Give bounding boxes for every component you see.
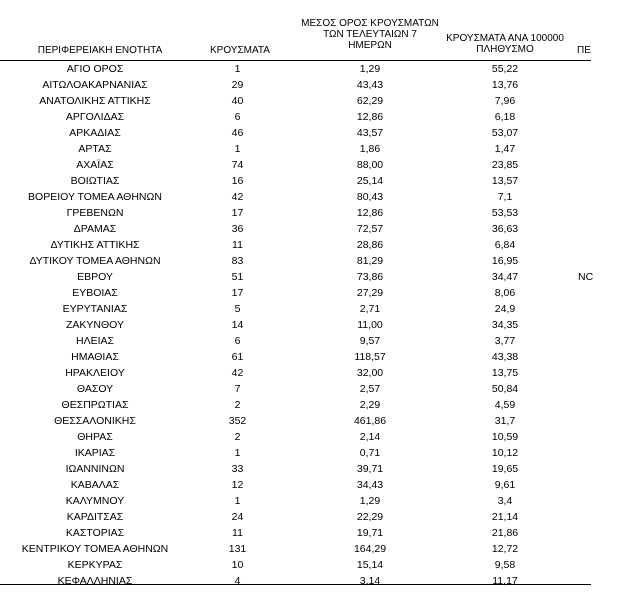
cell-cases: 61 <box>231 351 244 363</box>
cell-avg-7-days: 2,71 <box>359 303 381 315</box>
cell-cases: 16 <box>231 175 244 187</box>
cell-avg-7-days: 1,86 <box>359 143 381 155</box>
cell-cut-off: NC <box>578 271 594 283</box>
cell-cases: 131 <box>228 543 247 555</box>
cell-cases: 2 <box>234 399 241 411</box>
cell-avg-7-days: 19,71 <box>356 527 384 539</box>
cell-per-100k: 34,35 <box>491 319 519 331</box>
table-row <box>0 493 591 509</box>
cell-cases: 29 <box>231 79 244 91</box>
cell-per-100k: 50,84 <box>491 383 519 395</box>
table-row <box>0 461 591 477</box>
table-row <box>0 77 591 93</box>
cell-per-100k: 3,4 <box>497 495 513 507</box>
cell-per-100k: 1,47 <box>494 143 516 155</box>
cell-avg-7-days: 118,57 <box>354 351 386 363</box>
cell-avg-7-days: 32,00 <box>356 367 384 379</box>
cell-avg-7-days: 27,29 <box>356 287 384 299</box>
cell-cases: 40 <box>231 95 244 107</box>
cell-avg-7-days: 73,86 <box>356 271 384 283</box>
table-row <box>0 477 591 493</box>
cell-per-100k: 11,17 <box>492 575 518 587</box>
cell-region: ΗΡΑΚΛΕΙΟΥ <box>65 367 125 379</box>
cell-cases: 11 <box>232 527 243 539</box>
table-row <box>0 141 591 157</box>
cell-cases: 1 <box>234 63 241 75</box>
cell-cases: 1 <box>234 447 241 459</box>
table-row <box>0 205 591 221</box>
table-row <box>0 109 591 125</box>
table-row <box>0 365 591 381</box>
cell-avg-7-days: 1,29 <box>359 63 381 75</box>
table-row <box>0 237 591 253</box>
cell-per-100k: 24,9 <box>494 303 516 315</box>
cell-cases: 36 <box>231 223 244 235</box>
table-row <box>0 573 591 589</box>
cell-region: ΑΡΓΟΛΙΔΑΣ <box>65 111 125 123</box>
cell-per-100k: 53,07 <box>491 127 519 139</box>
cell-cases: 33 <box>231 463 244 475</box>
header-cases: ΚΡΟΥΣΜΑΤΑ <box>210 45 270 56</box>
cell-per-100k: 9,61 <box>494 479 516 491</box>
bottom-divider <box>0 584 591 585</box>
cell-avg-7-days: 80,43 <box>356 191 384 203</box>
table-row <box>0 397 591 413</box>
cell-per-100k: 19,65 <box>491 463 519 475</box>
cell-region: ΚΕΡΚΥΡΑΣ <box>67 559 123 571</box>
cell-cases: 11 <box>232 239 243 251</box>
cell-cases: 352 <box>228 415 247 427</box>
cell-cases: 42 <box>231 191 244 203</box>
cell-avg-7-days: 15,14 <box>356 559 384 571</box>
cell-avg-7-days: 28,86 <box>356 239 384 251</box>
table-body <box>0 61 594 589</box>
table-row <box>0 333 591 349</box>
cell-region: ΕΥΒΟΙΑΣ <box>72 287 118 299</box>
cell-per-100k: 55,22 <box>491 63 519 75</box>
cell-avg-7-days: 22,29 <box>356 511 384 523</box>
cell-cases: 2 <box>234 431 241 443</box>
cell-avg-7-days: 88,00 <box>356 159 384 171</box>
cell-cases: 24 <box>231 511 244 523</box>
table-row <box>0 61 591 77</box>
cell-region: ΘΕΣΠΡΩΤΙΑΣ <box>61 399 129 411</box>
table-row <box>0 509 591 525</box>
cell-per-100k: 3,77 <box>494 335 516 347</box>
table-row <box>0 445 591 461</box>
table-row <box>0 269 594 285</box>
cell-avg-7-days: 1,29 <box>359 495 381 507</box>
cell-cases: 51 <box>231 271 244 283</box>
cell-avg-7-days: 25,14 <box>356 175 384 187</box>
cell-region: ΚΑΣΤΟΡΙΑΣ <box>65 527 125 539</box>
cell-avg-7-days: 461,86 <box>353 415 387 427</box>
table-row <box>0 413 591 429</box>
header-cut-off: ΠΕ <box>577 45 591 56</box>
cell-region: ΙΚΑΡΙΑΣ <box>74 447 116 459</box>
cell-cases: 6 <box>234 111 241 123</box>
cell-avg-7-days: 9,57 <box>359 335 381 347</box>
cell-region: ΚΕΦΑΛΛΗΝΙΑΣ <box>57 575 133 587</box>
cell-avg-7-days: 2,29 <box>359 399 381 411</box>
cell-per-100k: 7,1 <box>497 191 513 203</box>
cell-per-100k: 7,96 <box>494 95 516 107</box>
cell-avg-7-days: 0,71 <box>359 447 381 459</box>
table-row <box>0 429 591 445</box>
cell-region: ΑΡΚΑΔΙΑΣ <box>69 127 121 139</box>
cell-cases: 10 <box>231 559 244 571</box>
cell-per-100k: 12,72 <box>491 543 519 555</box>
cell-region: ΒΟΡΕΙΟΥ ΤΟΜΕΑ ΑΘΗΝΩΝ <box>28 191 162 203</box>
table-row <box>0 541 591 557</box>
cell-region: ΑΝΑΤΟΛΙΚΗΣ ΑΤΤΙΚΗΣ <box>39 95 151 107</box>
cell-per-100k: 23,85 <box>491 159 519 171</box>
cell-per-100k: 6,84 <box>494 239 516 251</box>
table-row <box>0 349 591 365</box>
cell-per-100k: 31,7 <box>494 415 516 427</box>
cell-region: ΗΛΕΙΑΣ <box>75 335 114 347</box>
cell-avg-7-days: 72,57 <box>356 223 384 235</box>
cell-region: ΑΧΑΪΑΣ <box>76 159 114 171</box>
cell-avg-7-days: 34,43 <box>356 479 384 491</box>
cell-per-100k: 9,58 <box>494 559 516 571</box>
table-row <box>0 157 591 173</box>
cell-per-100k: 4,59 <box>494 399 516 411</box>
cell-region: ΚΑΛΥΜΝΟΥ <box>65 495 125 507</box>
cell-region: ΘΗΡΑΣ <box>77 431 113 443</box>
cell-region: ΚΕΝΤΡΙΚΟΥ ΤΟΜΕΑ ΑΘΗΝΩΝ <box>21 543 169 555</box>
cell-cases: 6 <box>234 335 241 347</box>
table-row <box>0 301 591 317</box>
header-avg-line-3: ΗΜΕΡΩΝ <box>348 40 392 51</box>
table-row <box>0 125 591 141</box>
cell-cases: 7 <box>234 383 241 395</box>
cell-region: ΕΒΡΟΥ <box>77 271 113 283</box>
cell-cases: 46 <box>231 127 244 139</box>
table-row <box>0 285 591 301</box>
cell-cases: 4 <box>234 575 241 587</box>
cell-region: ΑΙΤΩΛΟΑΚΑΡΝΑΝΙΑΣ <box>42 79 148 91</box>
cell-region: ΖΑΚΥΝΘΟΥ <box>65 319 124 331</box>
cell-cases: 74 <box>231 159 244 171</box>
cell-cases: 5 <box>234 303 241 315</box>
header-region: ΠΕΡΙΦΕΡΕΙΑΚΗ ΕΝΟΤΗΤΑ <box>37 45 163 56</box>
cell-per-100k: 6,18 <box>494 111 516 123</box>
cell-per-100k: 10,59 <box>491 431 519 443</box>
header-per-line-1: ΚΡΟΥΣΜΑΤΑ ΑΝΑ 100000 <box>446 33 564 44</box>
cell-per-100k: 53,53 <box>491 207 519 219</box>
table-row <box>0 525 591 541</box>
cell-cases: 17 <box>231 287 244 299</box>
cell-per-100k: 10,12 <box>491 447 519 459</box>
table-row <box>0 317 591 333</box>
cell-per-100k: 13,76 <box>491 79 519 91</box>
cell-per-100k: 34,47 <box>491 271 519 283</box>
cell-avg-7-days: 81,29 <box>356 255 384 267</box>
cell-avg-7-days: 12,86 <box>356 207 384 219</box>
cell-region: ΔΥΤΙΚΟΥ ΤΟΜΕΑ ΑΘΗΝΩΝ <box>29 255 161 267</box>
cell-cases: 1 <box>234 143 241 155</box>
table-row <box>0 189 591 205</box>
cell-region: ΕΥΡΥΤΑΝΙΑΣ <box>62 303 128 315</box>
cell-per-100k: 8,06 <box>494 287 516 299</box>
table-row <box>0 93 591 109</box>
cell-per-100k: 36,63 <box>491 223 519 235</box>
cell-per-100k: 43,38 <box>491 351 519 363</box>
cell-region: ΔΥΤΙΚΗΣ ΑΤΤΙΚΗΣ <box>50 239 140 251</box>
table-row <box>0 381 591 397</box>
cell-region: ΒΟΙΩΤΙΑΣ <box>70 175 120 187</box>
table-row <box>0 173 591 189</box>
cell-avg-7-days: 164,29 <box>353 543 387 555</box>
cell-region: ΔΡΑΜΑΣ <box>73 223 117 235</box>
cell-per-100k: 21,86 <box>491 527 519 539</box>
cell-per-100k: 13,75 <box>491 367 519 379</box>
header-avg-line-2: ΤΩΝ ΤΕΛΕΥΤΑΙΩΝ 7 <box>323 29 417 40</box>
cell-avg-7-days: 3,14 <box>359 575 381 587</box>
cell-per-100k: 21,14 <box>491 511 519 523</box>
cell-region: ΑΡΤΑΣ <box>78 143 112 155</box>
cell-region: ΙΩΑΝΝΙΝΩΝ <box>65 463 125 475</box>
cell-region: ΗΜΑΘΙΑΣ <box>71 351 119 363</box>
table-row <box>0 253 591 269</box>
cell-region: ΘΕΣΣΑΛΟΝΙΚΗΣ <box>54 415 136 427</box>
header-per-line-2: ΠΛΗΘΥΣΜΟ <box>476 44 534 55</box>
table-row <box>0 557 591 573</box>
cell-avg-7-days: 11,00 <box>357 319 383 331</box>
cell-avg-7-days: 12,86 <box>356 111 384 123</box>
cell-cases: 42 <box>231 367 244 379</box>
cell-region: ΘΑΣΟΥ <box>76 383 114 395</box>
header-per-100k <box>435 33 575 55</box>
table-row <box>0 221 591 237</box>
cell-per-100k: 13,57 <box>491 175 519 187</box>
cell-cases: 1 <box>234 495 241 507</box>
cell-region: ΑΓΙΟ ΟΡΟΣ <box>66 63 124 75</box>
cell-avg-7-days: 39,71 <box>356 463 384 475</box>
cell-avg-7-days: 2,57 <box>359 383 381 395</box>
cell-avg-7-days: 62,29 <box>356 95 384 107</box>
cell-region: ΚΑΡΔΙΤΣΑΣ <box>66 511 124 523</box>
cell-cases: 12 <box>231 479 244 491</box>
cell-region: ΚΑΒΑΛΑΣ <box>70 479 120 491</box>
cell-avg-7-days: 2,14 <box>359 431 381 443</box>
cell-cases: 17 <box>231 207 244 219</box>
cell-per-100k: 16,95 <box>491 255 519 267</box>
header-avg-line-1: ΜΕΣΟΣ ΟΡΟΣ ΚΡΟΥΣΜΑΤΩΝ <box>301 18 439 29</box>
cell-avg-7-days: 43,57 <box>356 127 384 139</box>
header-avg-7-days <box>295 18 445 51</box>
cell-region: ΓΡΕΒΕΝΩΝ <box>66 207 124 219</box>
cell-avg-7-days: 43,43 <box>356 79 384 91</box>
cell-cases: 14 <box>231 319 244 331</box>
cell-cases: 83 <box>231 255 244 267</box>
